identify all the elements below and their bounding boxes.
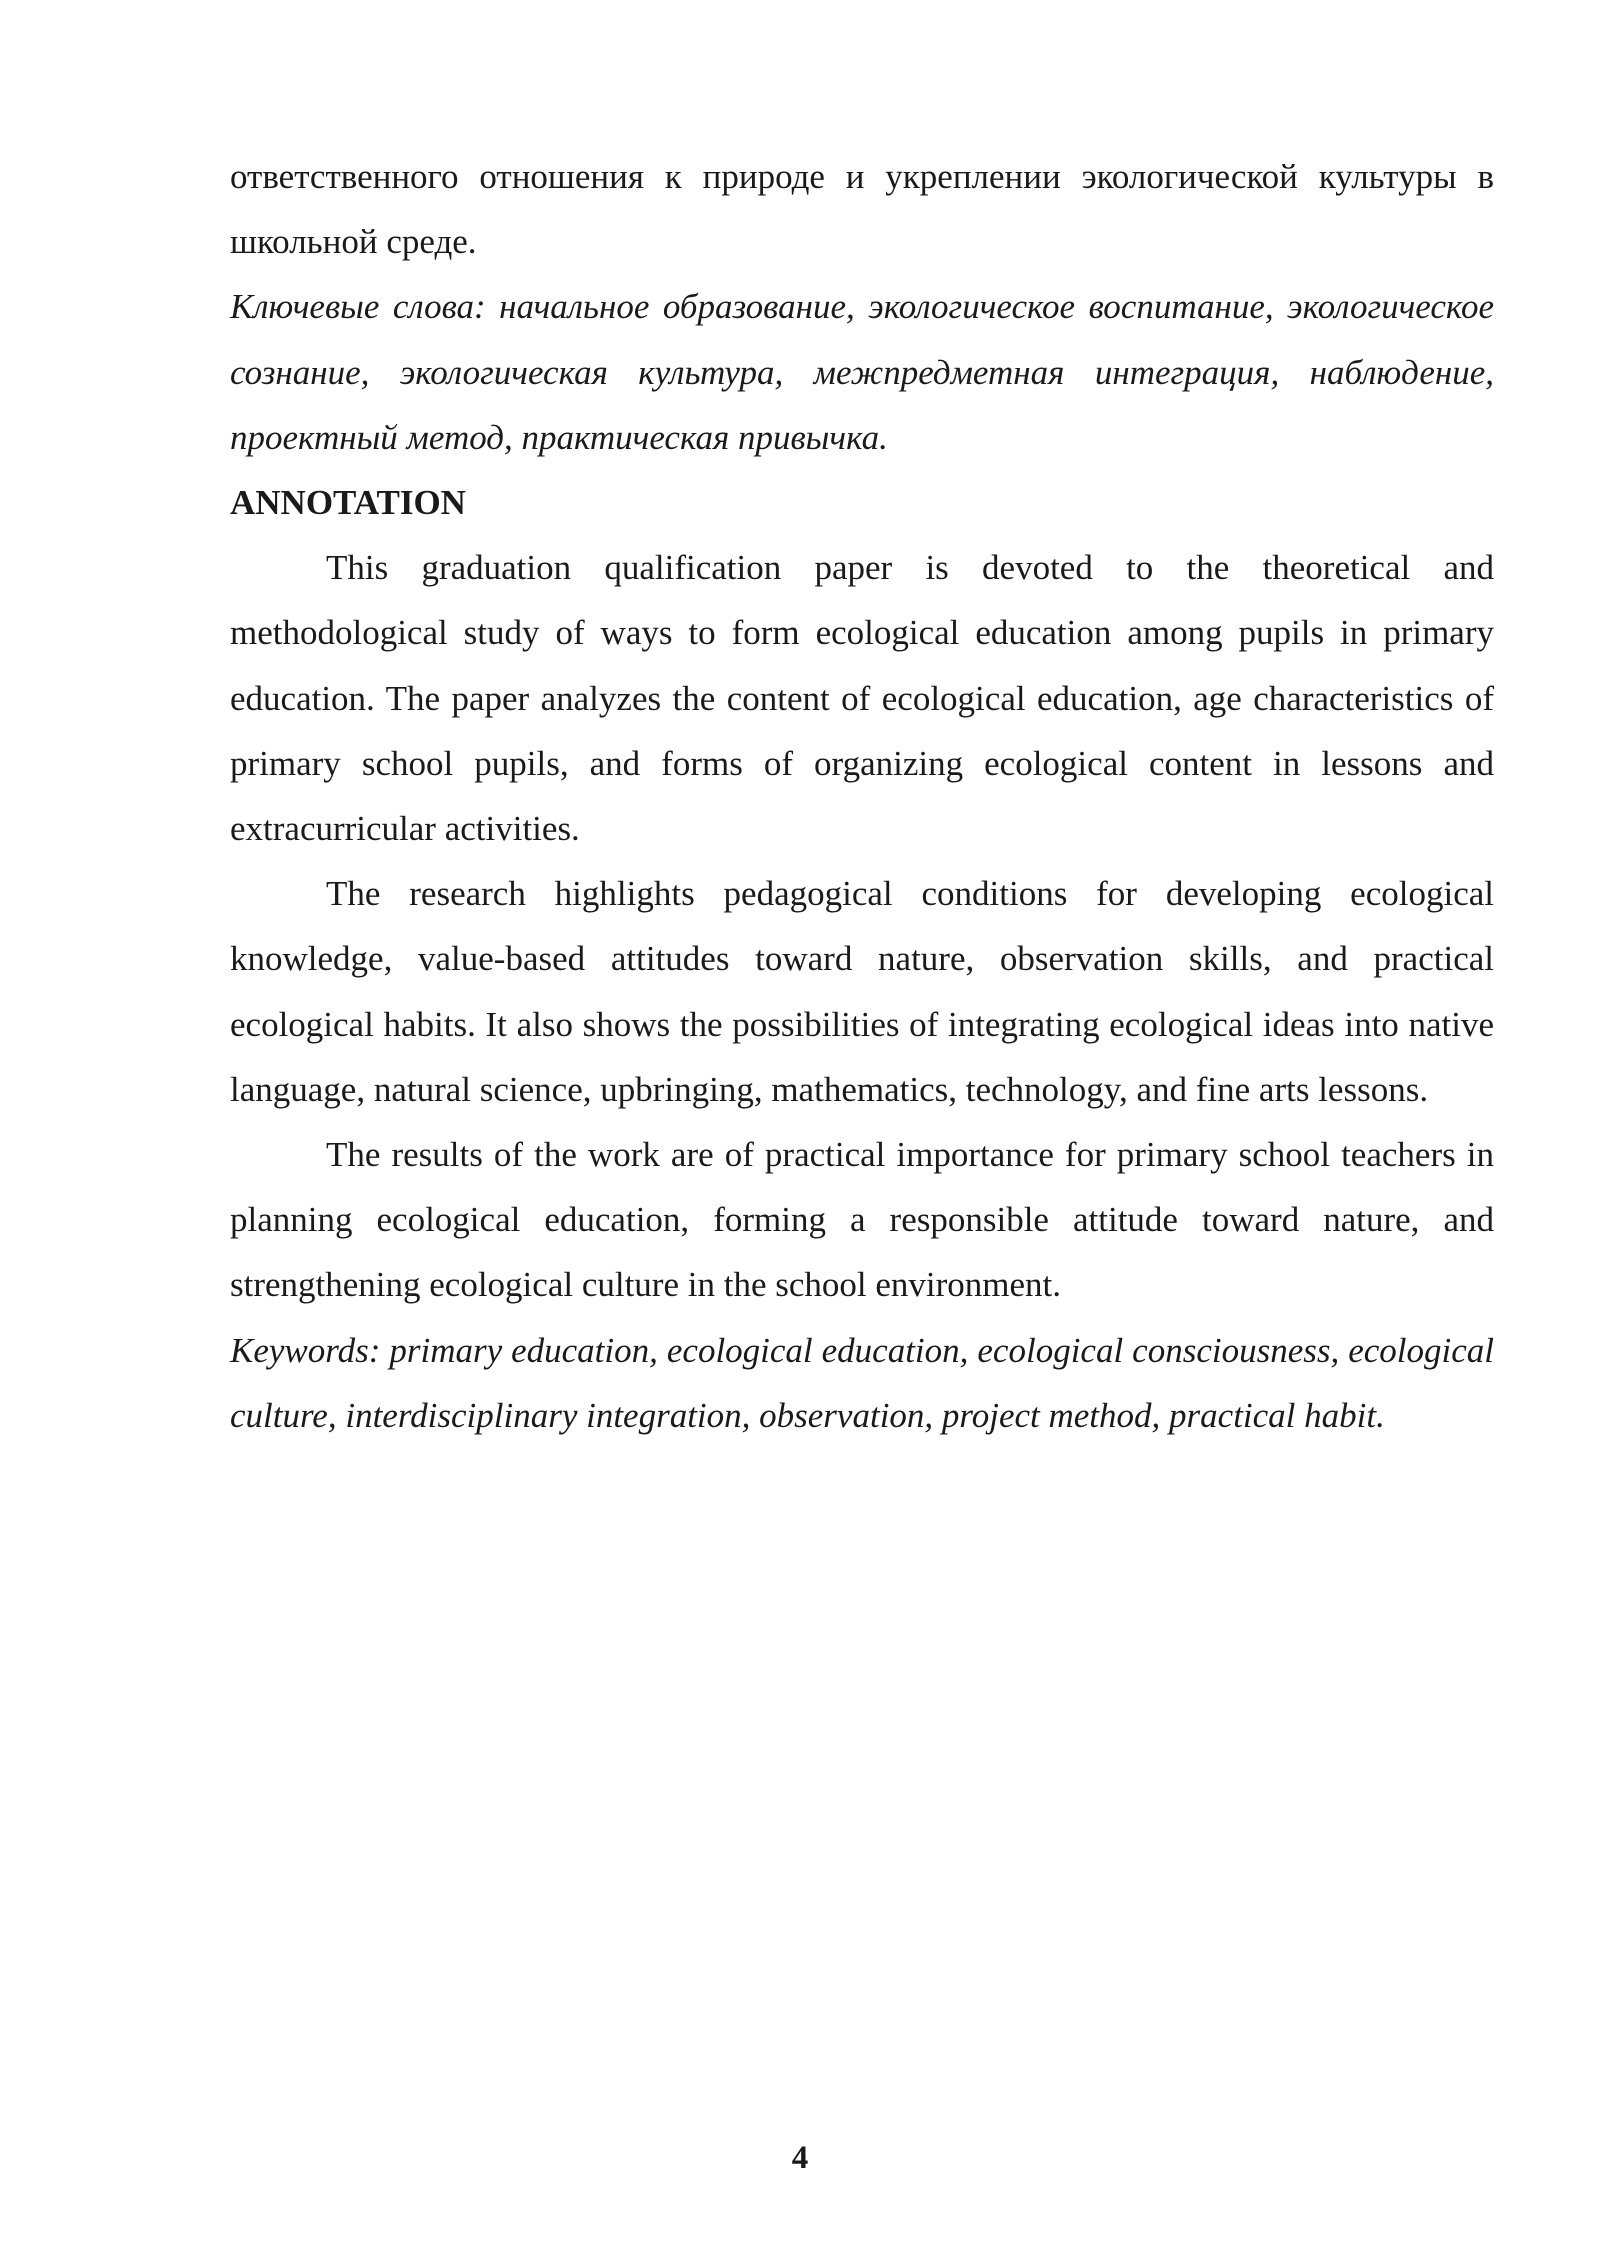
- annotation-paragraph-1: This graduation qualification paper is devoted to the theoretical and methodological study of ways to form ecological education among pupils in primary education. The paper analyzes the content of ecological education, age characteristics of primary school pupils, and forms of organizing ecological content in lessons and extracurricular activities.: [230, 548, 1494, 849]
- annotation-paragraph-3: The results of the work are of practical importance for primary school teachers in planning ecological education, forming a responsible attitude toward nature, and strengthening ecological culture in the school environment.: [230, 1135, 1494, 1305]
- russian-keywords: Ключевые слова: начальное образование, экологическое воспитание, экологическое сознание, экологическая культура, межпредметная интеграция, наблюдение, проектный метод, практическая привычка.: [230, 287, 1494, 457]
- annotation-heading: ANNOTATION: [230, 483, 466, 523]
- english-keywords: Keywords: primary education, ecological education, ecological consciousness, ecological culture, interdisciplinary integration, observation, project method, practical habit.: [230, 1330, 1494, 1435]
- russian-abstract-continuation: ответственного отношения к природе и укреплении экологической культуры в школьной среде.: [230, 157, 1494, 262]
- page-content: [230, 144, 1494, 1448]
- page-number: 4: [791, 2140, 809, 2176]
- annotation-paragraph-2: The research highlights pedagogical conditions for developing ecological knowledge, value-based attitudes toward nature, observation skills, and practical ecological habits. It also shows the possibilities of integrating ecological ideas into native language, natural science, upbringing, mathematics, technology, and fine arts lessons.: [230, 874, 1494, 1109]
